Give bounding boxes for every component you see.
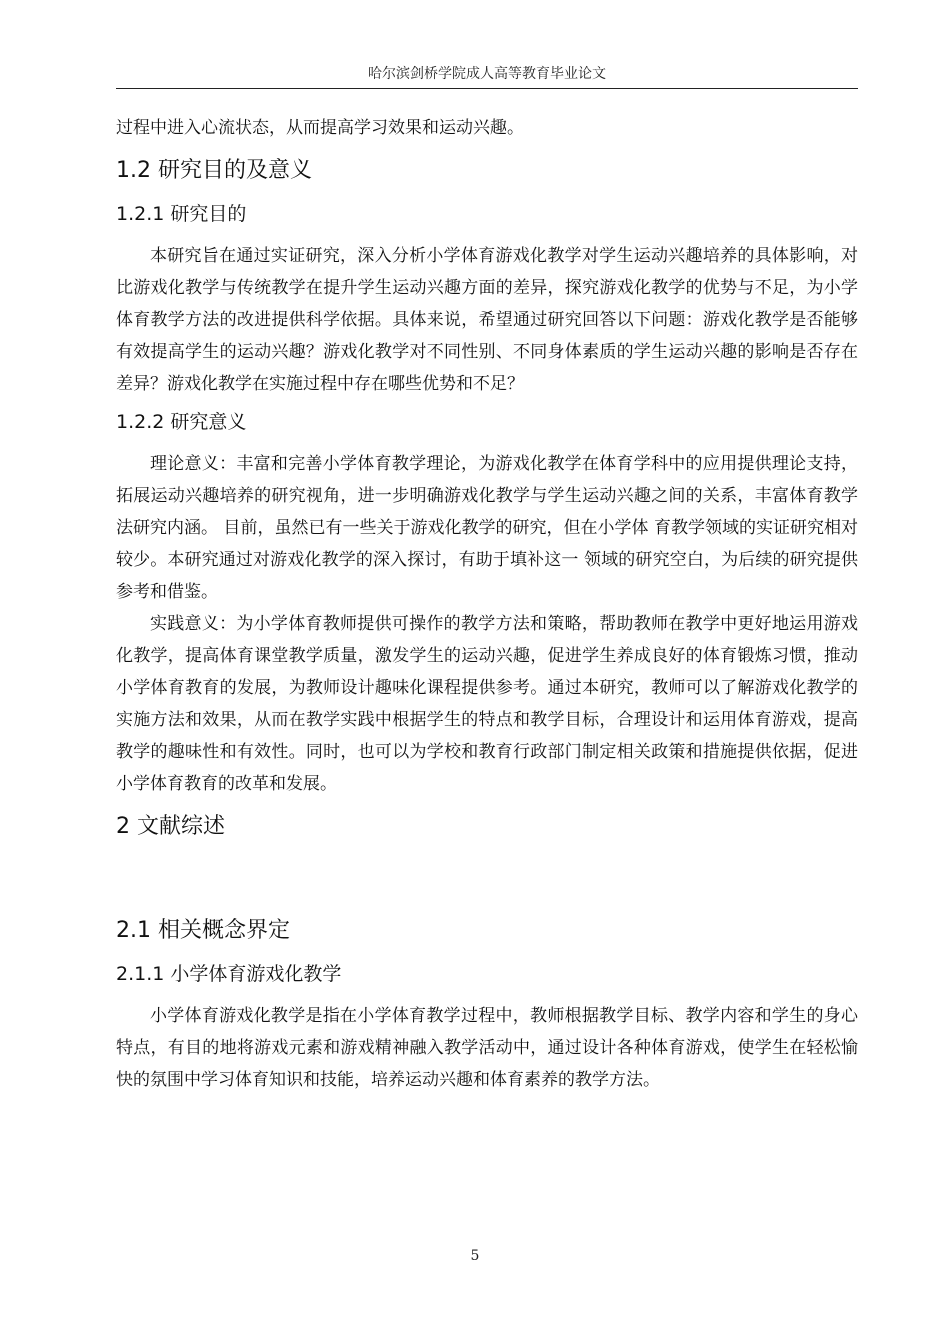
section-heading-1-2: 1.2 研究目的及意义 [116, 158, 312, 183]
chapter-spacer [116, 842, 858, 904]
section-heading-2-1: 2.1 相关概念界定 [116, 918, 290, 943]
chapter-heading-2: 2 文献综述 [116, 814, 225, 839]
paragraph-research-purpose: 本研究旨在通过实证研究，深入分析小学体育游戏化教学对学生运动兴趣培养的具体影响，对比游戏化教学与传统教学在提升学生运动兴趣方面的差异，探究游戏化教学的优势与不足，为小学体育教学方法的改进提供科学依据。具体来说，希望通过研究回答以下问题：游戏化教学是否能够有效提高学生的运动兴趣？游戏化教学对不同性别、不同身体素质的学生运动兴趣的影响是否存在差异？游戏化教学在实施过程中存在哪些优势和不足？ [116, 246, 858, 394]
paragraph-theoretical-significance: 理论意义：丰富和完善小学体育教学理论，为游戏化教学在体育学科中的应用提供理论支持，拓展运动兴趣培养的研究视角，进一步明确游戏化教学与学生运动兴趣之间的关系，丰富体育教学法研究内涵。 目前，虽然已有一些关于游戏化教学的研究，但在小学体 育教学领域的实证研究相对较少。本研究通过对游戏化教学的深入探讨，有助于填补这一 领域的研究空白，为后续的研究提供参考和借鉴。 [116, 454, 858, 602]
section-heading-1-2-1: 1.2.1 研究目的 [116, 203, 247, 225]
section-heading-2-1-1: 2.1.1 小学体育游戏化教学 [116, 963, 342, 985]
running-header: 哈尔滨剑桥学院成人高等教育毕业论文 [116, 64, 858, 89]
page-body [116, 112, 858, 1096]
paragraph-practical-significance: 实践意义：为小学体育教师提供可操作的教学方法和策略，帮助教师在教学中更好地运用游戏化教学，提高体育课堂教学质量，激发学生的运动兴趣，促进学生养成良好的体育锻炼习惯，推动小学体育教育的发展，为教师设计趣味化课程提供参考。通过本研究，教师可以了解游戏化教学的实施方法和效果，从而在教学实践中根据学生的特点和教学目标，合理设计和运用体育游戏，提高教学的趣味性和有效性。同时，也可以为学校和教育行政部门制定相关政策和措施提供依据，促进小学体育教育的改革和发展。 [116, 614, 858, 794]
section-heading-1-2-2: 1.2.2 研究意义 [116, 411, 247, 433]
paragraph-definition: 小学体育游戏化教学是指在小学体育教学过程中，教师根据教学目标、教学内容和学生的身心特点，有目的地将游戏元素和游戏精神融入教学活动中，通过设计各种体育游戏，使学生在轻松愉快的氛围中学习体育知识和技能，培养运动兴趣和体育素养的教学方法。 [116, 1006, 858, 1090]
continuation-paragraph: 过程中进入心流状态，从而提高学习效果和运动兴趣。 [116, 118, 524, 138]
page-number: 5 [470, 1248, 480, 1264]
